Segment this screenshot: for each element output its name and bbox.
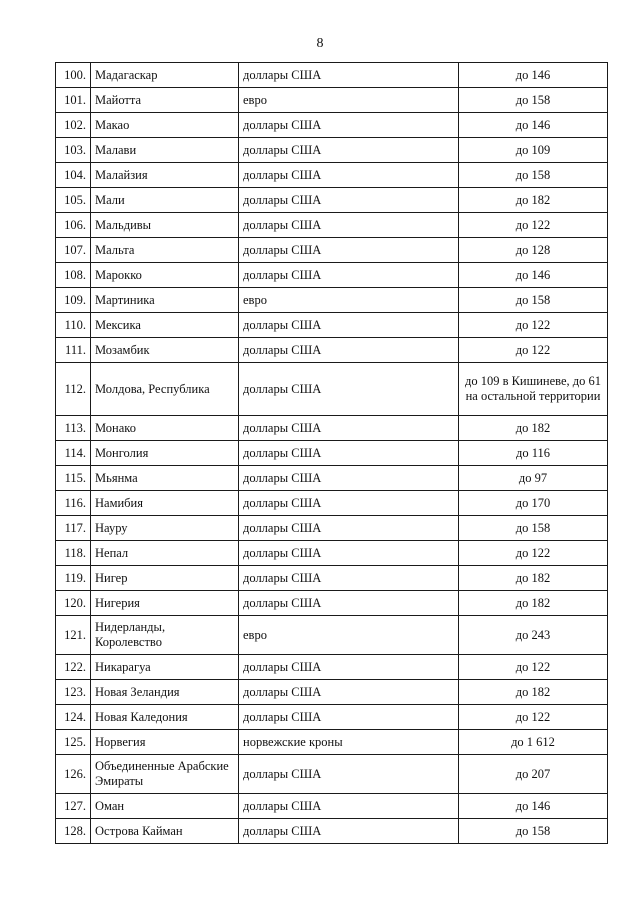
- country-cell: Малайзия: [91, 163, 239, 188]
- row-number: 115.: [56, 466, 91, 491]
- limit-cell: до 122: [459, 541, 608, 566]
- limit-cell: до 122: [459, 338, 608, 363]
- row-number: 111.: [56, 338, 91, 363]
- currency-cell: доллары США: [239, 238, 459, 263]
- limit-cell: до 158: [459, 288, 608, 313]
- row-number: 116.: [56, 491, 91, 516]
- limit-cell: до 182: [459, 188, 608, 213]
- limit-cell: до 109: [459, 138, 608, 163]
- table-row: [56, 730, 608, 755]
- row-number: 114.: [56, 441, 91, 466]
- limit-cell: до 128: [459, 238, 608, 263]
- currency-cell: доллары США: [239, 491, 459, 516]
- currency-cell: доллары США: [239, 680, 459, 705]
- table-row: [56, 541, 608, 566]
- table-row: [56, 819, 608, 844]
- row-number: 104.: [56, 163, 91, 188]
- currency-cell: доллары США: [239, 655, 459, 680]
- table-row: [56, 516, 608, 541]
- table-row: [56, 794, 608, 819]
- country-cell: Монако: [91, 416, 239, 441]
- row-number: 119.: [56, 566, 91, 591]
- country-cell: Мартиника: [91, 288, 239, 313]
- country-cell: Непал: [91, 541, 239, 566]
- table-row: [56, 491, 608, 516]
- table-row: [56, 705, 608, 730]
- currency-cell: доллары США: [239, 63, 459, 88]
- limit-cell: до 122: [459, 213, 608, 238]
- limit-cell: до 146: [459, 63, 608, 88]
- currency-cell: доллары США: [239, 163, 459, 188]
- row-number: 100.: [56, 63, 91, 88]
- row-number: 120.: [56, 591, 91, 616]
- country-cell: Намибия: [91, 491, 239, 516]
- table-row: [56, 313, 608, 338]
- row-number: 109.: [56, 288, 91, 313]
- row-number: 112.: [56, 363, 91, 416]
- country-cell: Оман: [91, 794, 239, 819]
- currency-cell: евро: [239, 616, 459, 655]
- country-cell: Новая Каледония: [91, 705, 239, 730]
- table-row: [56, 591, 608, 616]
- currency-cell: доллары США: [239, 705, 459, 730]
- currency-cell: доллары США: [239, 794, 459, 819]
- country-cell: Нигерия: [91, 591, 239, 616]
- currency-cell: доллары США: [239, 416, 459, 441]
- country-cell: Мали: [91, 188, 239, 213]
- table-row: [56, 416, 608, 441]
- limit-cell: до 182: [459, 680, 608, 705]
- row-number: 126.: [56, 755, 91, 794]
- row-number: 113.: [56, 416, 91, 441]
- limit-cell: до 1 612: [459, 730, 608, 755]
- table-row: [56, 163, 608, 188]
- limit-cell: до 122: [459, 705, 608, 730]
- currency-cell: доллары США: [239, 566, 459, 591]
- country-cell: Норвегия: [91, 730, 239, 755]
- row-number: 103.: [56, 138, 91, 163]
- row-number: 125.: [56, 730, 91, 755]
- table-row: [56, 238, 608, 263]
- limit-cell: до 146: [459, 794, 608, 819]
- currency-cell: доллары США: [239, 441, 459, 466]
- table-row: [56, 363, 608, 416]
- limit-cell: до 158: [459, 88, 608, 113]
- row-number: 123.: [56, 680, 91, 705]
- limit-cell: до 146: [459, 263, 608, 288]
- table-row: [56, 441, 608, 466]
- limit-cell: до 158: [459, 819, 608, 844]
- table-row: [56, 566, 608, 591]
- limit-cell: до 182: [459, 566, 608, 591]
- limit-cell: до 97: [459, 466, 608, 491]
- limit-cell: до 243: [459, 616, 608, 655]
- country-cell: Мадагаскар: [91, 63, 239, 88]
- limit-cell: до 122: [459, 655, 608, 680]
- currency-cell: доллары США: [239, 755, 459, 794]
- country-cell: Мексика: [91, 313, 239, 338]
- currency-cell: доллары США: [239, 338, 459, 363]
- page-number: 8: [316, 36, 324, 51]
- table-row: [56, 213, 608, 238]
- currency-cell: доллары США: [239, 138, 459, 163]
- country-cell: Никарагуа: [91, 655, 239, 680]
- table-row: [56, 188, 608, 213]
- country-cell: Нидерланды, Королевство: [91, 616, 239, 655]
- country-cell: Малави: [91, 138, 239, 163]
- row-number: 106.: [56, 213, 91, 238]
- country-cell: Монголия: [91, 441, 239, 466]
- currency-cell: евро: [239, 288, 459, 313]
- table-row: [56, 755, 608, 794]
- row-number: 110.: [56, 313, 91, 338]
- currency-cell: доллары США: [239, 516, 459, 541]
- limit-cell: до 158: [459, 163, 608, 188]
- country-cell: Новая Зеландия: [91, 680, 239, 705]
- row-number: 105.: [56, 188, 91, 213]
- table-row: [56, 680, 608, 705]
- currency-cell: доллары США: [239, 213, 459, 238]
- currency-cell: доллары США: [239, 541, 459, 566]
- country-cell: Марокко: [91, 263, 239, 288]
- limit-cell: до 146: [459, 113, 608, 138]
- currency-cell: доллары США: [239, 591, 459, 616]
- row-number: 118.: [56, 541, 91, 566]
- table-row: [56, 63, 608, 88]
- currency-cell: доллары США: [239, 363, 459, 416]
- country-cell: Мальдивы: [91, 213, 239, 238]
- limit-cell: до 170: [459, 491, 608, 516]
- row-number: 122.: [56, 655, 91, 680]
- limit-cell: до 207: [459, 755, 608, 794]
- limit-cell: до 122: [459, 313, 608, 338]
- country-cell: Майотта: [91, 88, 239, 113]
- row-number: 128.: [56, 819, 91, 844]
- country-cell: Мальта: [91, 238, 239, 263]
- country-cell: Молдова, Республика: [91, 363, 239, 416]
- table-row: [56, 616, 608, 655]
- row-number: 107.: [56, 238, 91, 263]
- row-number: 124.: [56, 705, 91, 730]
- row-number: 127.: [56, 794, 91, 819]
- limit-cell: до 182: [459, 416, 608, 441]
- currency-cell: доллары США: [239, 466, 459, 491]
- currency-cell: доллары США: [239, 313, 459, 338]
- table-row: [56, 288, 608, 313]
- per-diem-table: [55, 62, 608, 844]
- country-cell: Острова Кайман: [91, 819, 239, 844]
- limit-cell: до 116: [459, 441, 608, 466]
- country-cell: Науру: [91, 516, 239, 541]
- table-row: [56, 655, 608, 680]
- currency-cell: норвежские кроны: [239, 730, 459, 755]
- row-number: 121.: [56, 616, 91, 655]
- limit-cell: до 158: [459, 516, 608, 541]
- limit-cell: до 109 в Кишиневе, до 61 на остальной территории: [459, 363, 608, 416]
- row-number: 117.: [56, 516, 91, 541]
- table-row: [56, 113, 608, 138]
- table-row: [56, 338, 608, 363]
- currency-cell: доллары США: [239, 113, 459, 138]
- limit-cell: до 182: [459, 591, 608, 616]
- table-row: [56, 466, 608, 491]
- country-cell: Мозамбик: [91, 338, 239, 363]
- country-cell: Нигер: [91, 566, 239, 591]
- country-cell: Мьянма: [91, 466, 239, 491]
- table-row: [56, 138, 608, 163]
- country-cell: Объединенные Арабские Эмираты: [91, 755, 239, 794]
- country-cell: Макао: [91, 113, 239, 138]
- table-row: [56, 263, 608, 288]
- row-number: 102.: [56, 113, 91, 138]
- row-number: 108.: [56, 263, 91, 288]
- table-row: [56, 88, 608, 113]
- currency-cell: доллары США: [239, 819, 459, 844]
- row-number: 101.: [56, 88, 91, 113]
- currency-cell: доллары США: [239, 188, 459, 213]
- currency-cell: евро: [239, 88, 459, 113]
- currency-cell: доллары США: [239, 263, 459, 288]
